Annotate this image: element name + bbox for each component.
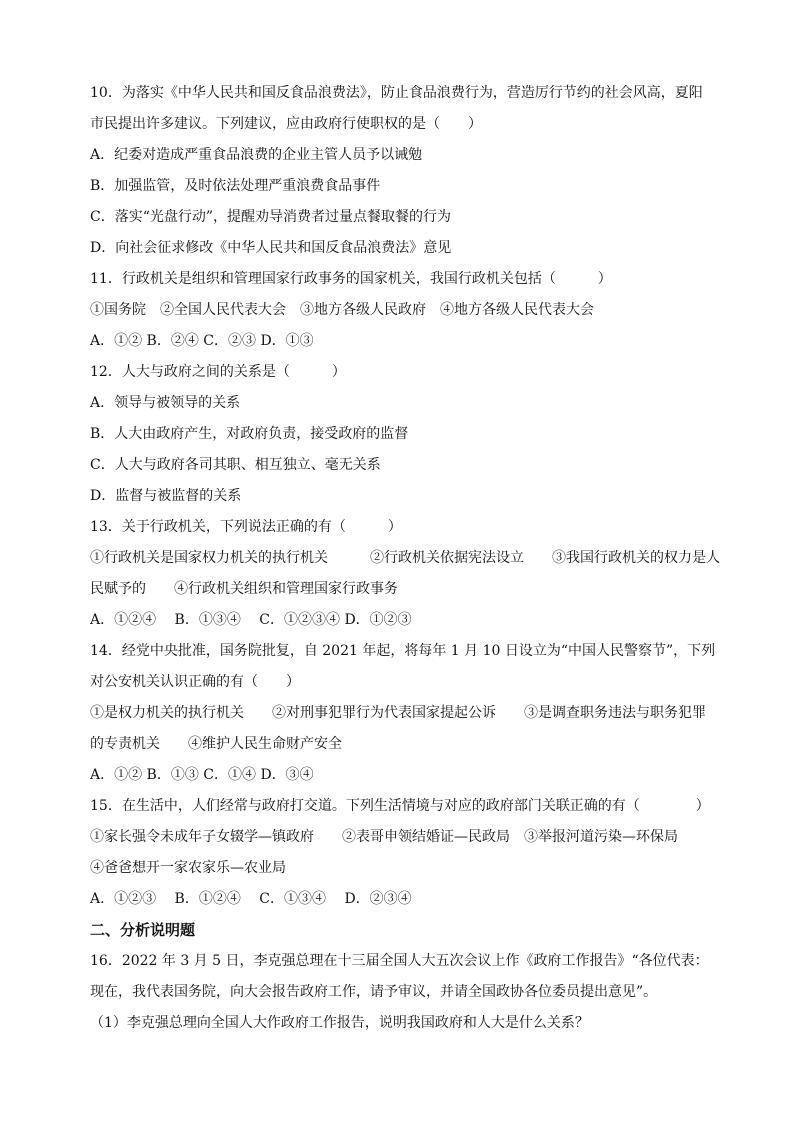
statement-list: ①是权力机关的执行机关 ②对刑事犯罪行为代表国家提起公诉 ③是调查职务违法与职务犯罪: [90, 705, 706, 721]
question-10: [90, 78, 704, 264]
option-c: C．落实“光盘行动”，提醒劝导消费者过量点餐取餐的行为: [90, 209, 452, 225]
question-stem: 14．经党中央批准，国务院批复，自 2021 年起，将每年 1 月 10 日设立为“中国人民警察节”，下列: [90, 643, 716, 659]
question-13: [90, 512, 720, 636]
option-a: A．纪委对造成严重食品浪费的企业主管人员予以诫勉: [90, 147, 423, 163]
option-c: C．人大与政府各司其职、相互独立、毫无关系: [90, 457, 381, 473]
statement-list: 民赋予的 ④行政机关组织和管理国家行政事务: [90, 581, 398, 597]
option-b: B．人大由政府产生，对政府负责，接受政府的监督: [90, 426, 409, 442]
question-14: [90, 636, 716, 791]
question-15: [90, 791, 710, 915]
statement-list: ①行政机关是国家权力机关的执行机关 ②行政机关依据宪法设立 ③我国行政机关的权力是人: [90, 550, 720, 566]
question-stem: 13．关于行政机关，下列说法正确的有（ ）: [90, 519, 402, 535]
question-12: [90, 357, 704, 512]
option-d: D．向社会征求修改《中华人民共和国反食品浪费法》意见: [90, 240, 452, 256]
question-stem: 现在，我代表国务院，向大会报告政府工作，请予审议，并请全国政协各位委员提出意见”。: [90, 984, 658, 1000]
section-heading: 二、分析说明题: [90, 921, 196, 939]
question-stem: 对公安机关认识正确的有（ ）: [90, 674, 300, 690]
question-stem: 11．行政机关是组织和管理国家行政事务的国家机关，我国行政机关包括（ ）: [90, 271, 612, 287]
question-stem: 15．在生活中，人们经常与政府打交道。下列生活情境与对应的政府部门关联正确的有（ ）: [90, 798, 710, 814]
answer-options: A．①② B．②④ C．②③ D．①③: [90, 333, 314, 349]
statement-list: 的专责机关 ④维护人民生命财产安全: [90, 736, 342, 752]
exam-page: [90, 78, 720, 1039]
question-stem: 市民提出许多建议。下列建议，应由政府行使职权的是（ ）: [90, 116, 482, 132]
statement-list: ①国务院 ②全国人民代表大会 ③地方各级人民政府 ④地方各级人民代表大会: [90, 302, 594, 318]
sub-question: （1）李克强总理向全国人大作政府工作报告，说明我国政府和人大是什么关系？: [90, 1015, 589, 1031]
question-stem: 12．人大与政府之间的关系是（ ）: [90, 364, 346, 380]
question-stem: 10．为落实《中华人民共和国反食品浪费法》，防止食品浪费行为，营造厉行节约的社会风高，夏阳: [90, 85, 703, 101]
option-a: A．领导与被领导的关系: [90, 395, 241, 411]
statement-list: ①家长强令未成年子女辍学—镇政府 ②表哥申领结婚证—民政局 ③举报河道污染—环保局: [90, 829, 678, 845]
option-b: B．加强监管，及时依法处理严重浪费食品事件: [90, 178, 381, 194]
answer-options: A．①② B．①③ C．①④ D．③④: [90, 767, 314, 783]
question-11: [90, 264, 704, 357]
answer-options: A．①②④ B．①③④ C．①②③④ D．①②③: [90, 612, 412, 628]
answer-options: A．①②③ B．①②④ C．①③④ D．②③④: [90, 891, 412, 907]
question-stem: 16．2022 年 3 月 5 日，李克强总理在十三届全国人大五次会议上作《政府工作报告》“各位代表：: [90, 953, 709, 969]
question-16: [90, 946, 709, 1039]
statement-list: ④爸爸想开一家农家乐—农业局: [90, 860, 286, 876]
option-d: D．监督与被监督的关系: [90, 488, 242, 504]
